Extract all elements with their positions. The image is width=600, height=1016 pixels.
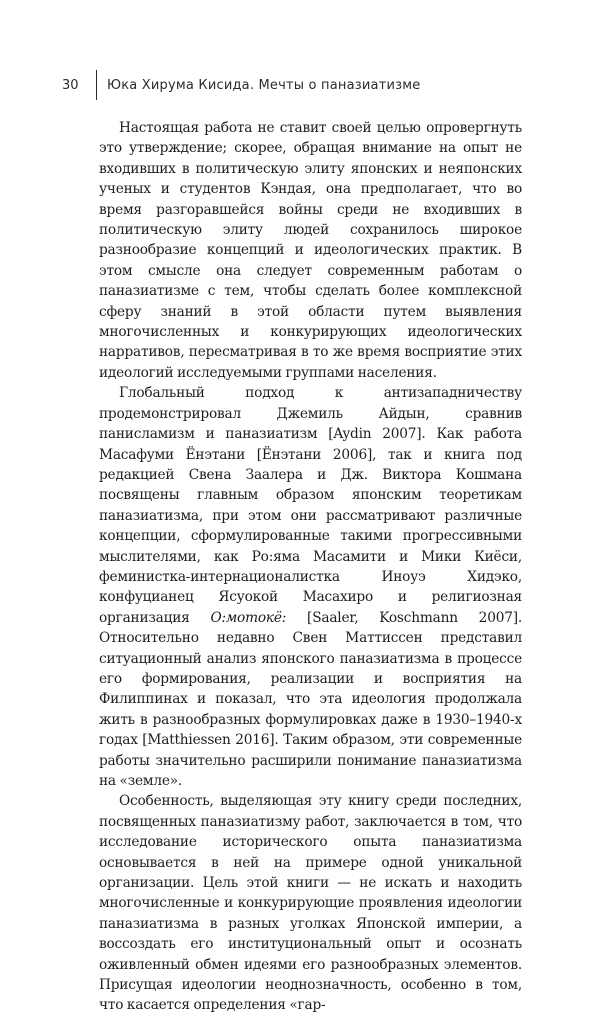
paragraph-2-text-part-2: [Saaler, Koschmann 2007]. Относительно недавно Свен Маттиссен представил ситуационный анализ японского паназиатизма в процессе его формирования, реализации и восприятия на Филиппинах и показал, что эта идеология продолжала жить в разнообразных формулировках даже в 1930–1940-х годах [Matthiessen 2016]. Таким образом, эти современные работы значительно расширили понимание паназиатизма на «земле». xyxy=(99,609,523,789)
header-divider xyxy=(96,70,97,100)
paragraph-1: Настоящая работа не ставит своей целью опровергнуть это утверждение; скорее, обращая внимание на опыт не входивших в политическую элиту японских и неяпонских ученых и студентов Кэндая, она предполагает, что во время разгоравшейся войны среди не входивших в политическую элиту людей сохранилось широкое разнообразие концепций и идеологических практик. В этом смысле она следует современным работам о паназиатизме с тем, чтобы сделать более комплексной сферу знаний в этой области путем выявления многочисленных и конкурирующих идеологических нарративов, пересматривая в то же время восприятие этих идеологий исследуемыми группами населения. xyxy=(99,120,522,381)
paragraph-3: Особенность, выделяющая эту книгу среди последних, посвященных паназиатизму работ, заключается в том, что исследование исторического опыта паназиатизма основывается в ней на примере одной уникальной организации. Цель этой книги — не искать и находить многочисленные и конкурирующие проявления идеологии паназиатизма в разных уголках Японской империи, а воссоздать его институциональный опыт и осознать оживленный обмен идеями его разнообразных элементов. Присущая идеологии неоднозначность, особенно в том, что касается определения «гар- xyxy=(99,793,522,1014)
page-number: 30 xyxy=(62,77,79,93)
page-body xyxy=(99,118,522,1016)
running-title: Юка Хирума Кисида. Мечты о паназиатизме xyxy=(107,77,421,93)
paragraph-2 xyxy=(99,383,522,791)
italic-organization-name: О:мотокё: xyxy=(210,609,287,626)
paragraph-2-text-part-1: Глобальный подход к антизападничеству продемонстрировал Джемиль Айдын, сравнив панисламизм и паназиатизм [Aydin 2007]. Как работа Масафуми Ёнэтани [Ёнэтани 2006], так и книга под редакцией Свена Заалера и Дж. Виктора Кошмана посвящены главным образом японским теоретикам паназиатизма, при этом они рассматривают различные концепции, сформулированные такими прогрессивными мыслителями, как Ро:яма Масамити и Мики Киёси, феминистка-интернационалистка Иноуэ Хидэко, конфуцианец Ясуокой Масахиро и религиозная организация xyxy=(99,385,522,626)
running-head xyxy=(62,70,560,100)
